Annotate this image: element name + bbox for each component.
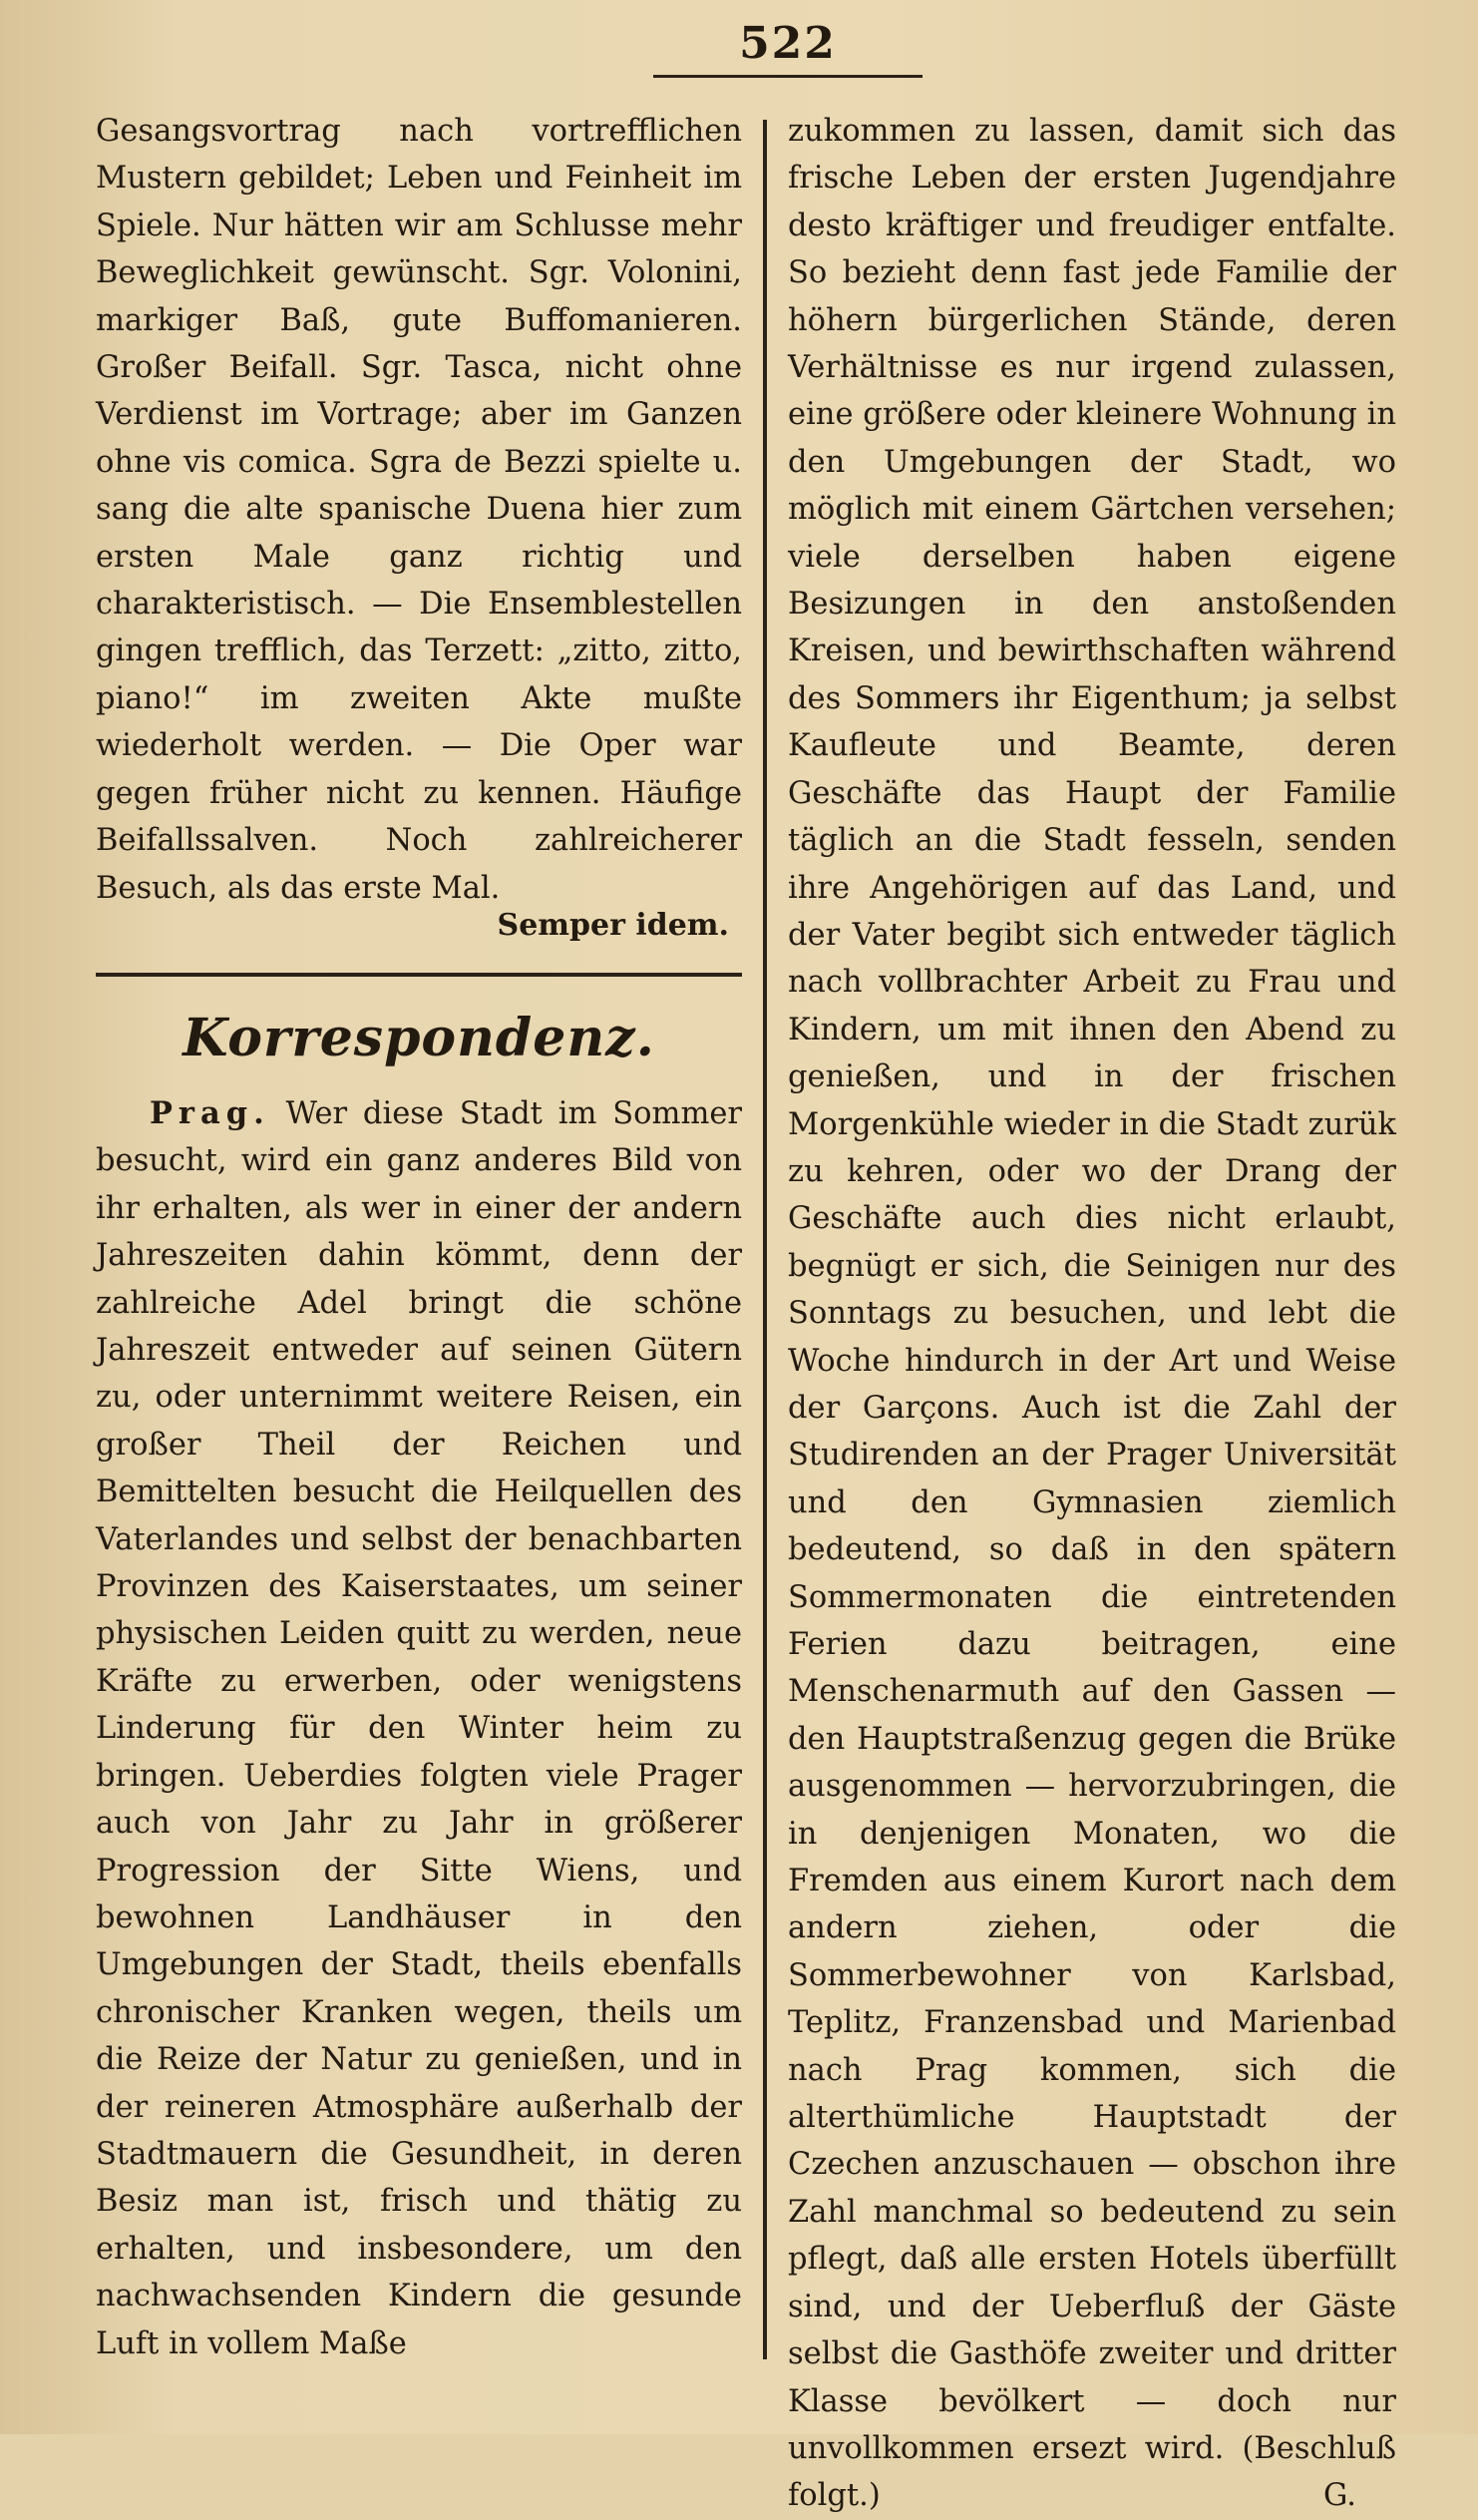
correspondence-paragraph-start <box>96 1090 742 2367</box>
page-number: 522 <box>739 18 837 69</box>
review-paragraph: Gesangsvortrag nach vortrefflichen Mustern gebildet; Leben und Feinheit im Spiele. Nur hätten wir am Schlusse mehr Beweglichkeit gewünscht. Sgr. Volonini, markiger Baß, gute Buffomanieren. Großer Beifall. Sgr. Tasca, nicht ohne Verdienst im Vortrage; aber im Ganzen ohne vis comica. Sgra de Bezzi spielte u. sang die alte spanische Duena hier zum ersten Male ganz richtig und charakteristisch. — Die Ensemblestellen gingen trefflich, das Terzett: „zitto, zitto, piano!“ im zweiten Akte mußte wiederholt werden. — Die Oper war gegen früher nicht zu kennen. Häufige Beifallssalven. Noch zahlreicherer Besuch, als das erste Mal. <box>96 114 742 906</box>
correspondence-right-column <box>788 108 1396 2520</box>
correspondence-continuation <box>788 108 1396 2520</box>
correspondence-left-column <box>96 1090 742 2367</box>
place-name: Prag. <box>150 1095 270 1131</box>
review-signature: Semper idem. <box>497 908 729 943</box>
review-text-column <box>96 108 742 912</box>
column-divider <box>763 120 767 2359</box>
header-rule <box>653 75 923 78</box>
author-initial: G. <box>1323 2478 1356 2514</box>
correspondence-right-text: zukommen zu lassen, damit sich das frische Leben der ersten Jugendjahre desto kräftiger und freudiger entfalte. So bezieht denn fast jede Familie der höhern bürgerlichen Stände, deren Verhältnisse es nur irgend zulassen, eine größere oder kleinere Wohnung in den Umgebungen der Stadt, wo möglich mit einem Gärtchen versehen; viele derselben haben eigene Besizungen in den anstoßenden Kreisen, und bewirthschaften während des Sommers ihr Eigenthum; ja selbst Kaufleute und Beamte, deren Geschäfte das Haupt der Familie täglich an die Stadt fesseln, senden ihre Angehörigen auf das Land, und der Vater begibt sich entweder täglich nach vollbrachter Arbeit zu Frau und Kindern, um mit ihnen den Abend zu genießen, und in der frischen Morgenkühle wieder in die Stadt zurük zu kehren, oder wo der Drang der Geschäfte auch dies nicht erlaubt, begnügt er sich, die Seinigen nur des Sonntags zu besuchen, und lebt die Woche hindurch in der Art und Weise der Garçons. Auch ist die Zahl der Studirenden an der Prager Universität und den Gymnasien ziemlich bedeutend, so daß in den spätern Sommermonaten die eintretenden Ferien dazu beitragen, eine Menschenarmuth auf den Gassen — den Hauptstraßenzug gegen die Brüke ausgenommen — hervorzubringen, die in denjenigen Monaten, wo die Fremden aus einem Kurort nach dem andern ziehen, oder die Sommerbewohner von Karlsbad, Teplitz, Franzensbad und Marienbad nach Prag kommen, sich die alterthümliche Hauptstadt der Czechen anzuschauen — obschon ihre Zahl manchmal so bedeutend zu sein pflegt, daß alle ersten Hotels überfüllt sind, und der Ueberfluß der Gäste selbst die Gasthöfe zweiter und dritter Klasse bevölkert — doch nur unvollkommen ersezt wird. (Beschluß folgt.) <box>788 114 1396 2514</box>
section-heading: Korrespondenz. <box>183 1008 655 1068</box>
correspondence-left-text: Wer diese Stadt im Sommer besucht, wird ein ganz anderes Bild von ihr erhalten, als wer in einer der andern Jahreszeiten dahin kömmt, denn der zahlreiche Adel bringt die schöne Jahreszeit entweder auf seinen Gütern zu, oder unternimmt weitere Reisen, ein großer Theil der Reichen und Bemittelten besucht die Heilquellen des Vaterlandes und selbst der benachbarten Provinzen des Kaiserstaates, um seiner physischen Leiden quitt zu werden, neue Kräfte zu erwerben, oder wenigstens Linderung für den Winter heim zu bringen. Ueberdies folgten viele Prager auch von Jahr zu Jahr in größerer Progression der Sitte Wiens, und bewohnen Landhäuser in den Umgebungen der Stadt, theils ebenfalls chronischer Kranken wegen, theils um die Reize der Natur zu genießen, und in der reineren Atmosphäre außerhalb der Stadtmauern die Gesundheit, in deren Besiz man ist, frisch und thätig zu erhalten, und insbesondere, um den nachwachsenden Kindern die gesunde Luft in vollem Maße <box>96 1096 743 2361</box>
section-rule <box>96 973 742 977</box>
